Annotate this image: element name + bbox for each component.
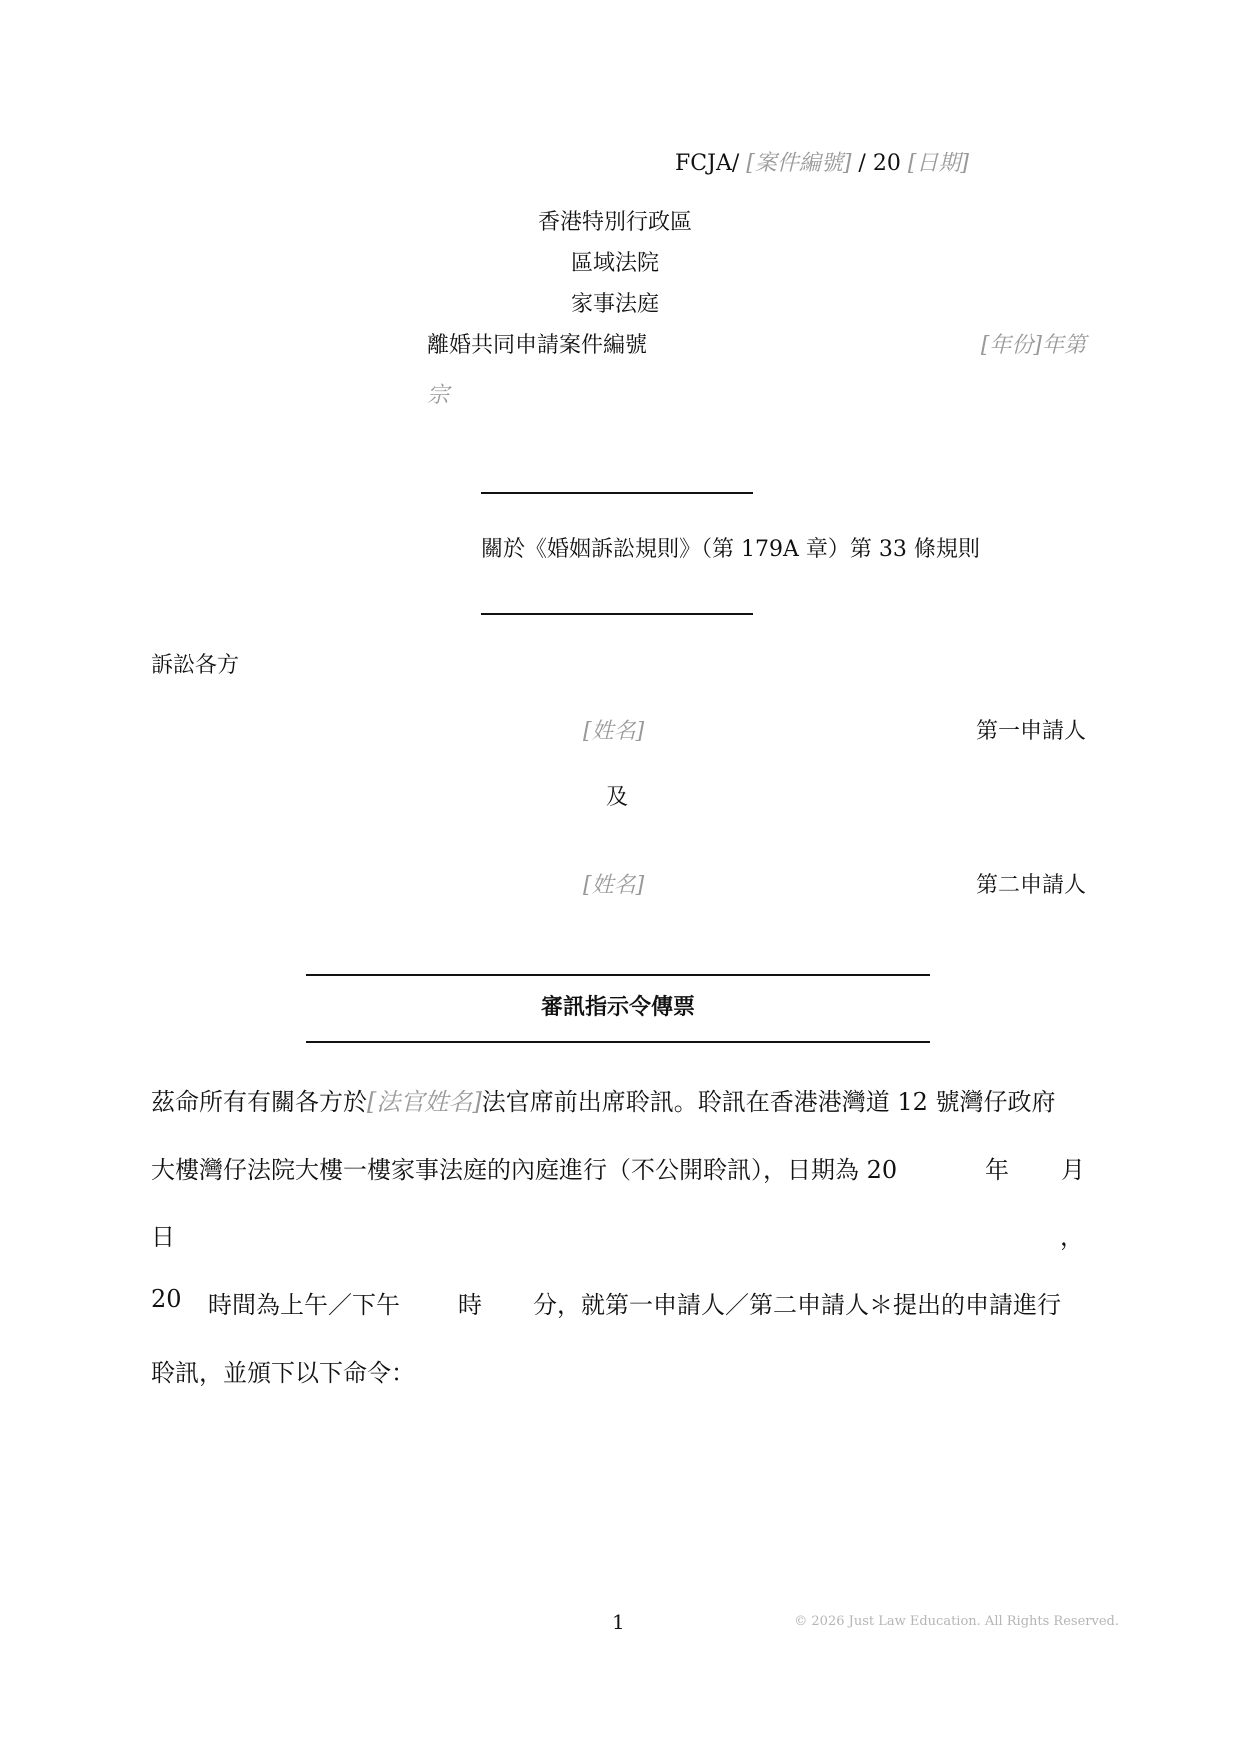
case-year	[981, 328, 1086, 359]
body-line-4-time: 時間為上午／下午	[208, 1291, 400, 1319]
first-applicant-name-placeholder: [姓名]	[583, 719, 645, 744]
parties-heading: 訴訟各方	[151, 653, 240, 678]
page-number: 1	[612, 1610, 625, 1634]
judge-name-placeholder: [法官姓名]	[367, 1088, 482, 1116]
body-line-2-year: 年	[985, 1156, 1009, 1184]
copyright-notice: © 2026 Just Law Education. All Rights Reserved.	[794, 1614, 1119, 1629]
body-line-3-day: 日	[151, 1223, 175, 1251]
second-applicant-role: 第二申請人	[975, 873, 1086, 898]
year-placeholder: [年份]	[980, 333, 1042, 358]
date-placeholder: [日期]	[907, 151, 969, 176]
case-reference-mid: / 20	[851, 151, 908, 176]
body-line-4-rest: 分，就第一申請人／第二申請人＊提出的申請進行	[533, 1291, 1061, 1319]
case-suffix: 宗	[427, 383, 450, 408]
title-rule-top	[306, 974, 930, 976]
court-division: 家事法庭	[570, 292, 659, 317]
body-line-4-year: 20	[151, 1285, 182, 1313]
body-line-1-pre: 茲命所有有關各方於	[151, 1088, 367, 1116]
conjunction: 及	[606, 785, 629, 810]
title-rule-bottom	[306, 1041, 930, 1043]
case-type: 離婚共同申請案件編號	[427, 333, 648, 358]
year-suffix: 年第	[1041, 333, 1086, 358]
second-applicant-name-placeholder: [姓名]	[583, 873, 645, 898]
case-reference-prefix: FCJA/	[675, 151, 747, 176]
divider-bottom-short	[481, 613, 753, 615]
body-line-1	[151, 1082, 1056, 1117]
body-line-3-comma: ，	[1060, 1223, 1084, 1251]
body-line-5: 聆訊，並頒下以下命令：	[151, 1359, 415, 1387]
body-line-2: 大樓灣仔法院大樓一樓家事法庭的內庭進行（不公開聆訊），日期為 20	[151, 1156, 898, 1184]
first-applicant-role: 第一申請人	[975, 719, 1086, 744]
document-title: 審訊指示令傳票	[540, 994, 695, 1020]
body-line-1-post: 法官席前出席聆訊。聆訊在香港港灣道 12 號灣仔政府	[481, 1088, 1056, 1116]
body-line-2-month: 月	[1061, 1156, 1085, 1184]
case-reference	[675, 146, 969, 177]
rule-reference: 關於《婚姻訴訟規則》（第 179A 章）第 33 條規則	[481, 537, 980, 562]
court-region: 香港特別行政區	[537, 210, 692, 235]
body-line-4-hour: 時	[458, 1291, 482, 1319]
court-name: 區域法院	[570, 251, 659, 276]
case-number-placeholder: [案件編號]	[746, 151, 852, 176]
divider-top-short	[481, 492, 753, 494]
